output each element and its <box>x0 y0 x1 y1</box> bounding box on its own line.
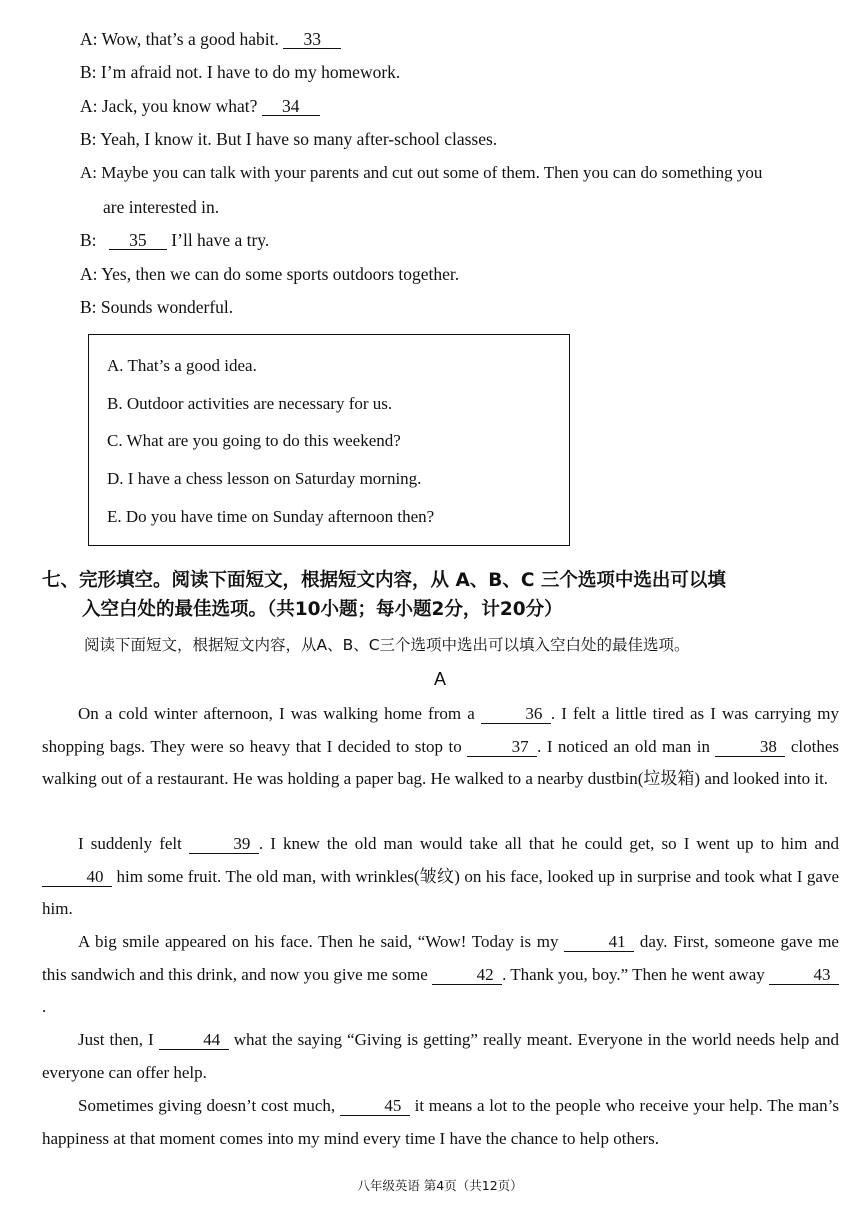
dialogue-text: Yes, then we can do some sports outdoors together. <box>101 264 460 284</box>
answer-blank[interactable]: 35 <box>109 231 167 250</box>
cloze-blank[interactable]: 37 <box>467 738 537 757</box>
dialogue-line <box>80 229 269 251</box>
dialogue-line <box>80 296 233 318</box>
cloze-blank[interactable]: 43 <box>769 966 839 985</box>
options-box <box>88 334 570 546</box>
option-a[interactable]: A. That’s a good idea. <box>107 356 257 375</box>
passage-text: Just then, I <box>78 1030 159 1049</box>
passage-text: it means a lot to the people who receive your help. The man’s happiness at that moment comes into my mind every time I have the chance to help others. <box>42 1096 839 1148</box>
dialogue-line <box>80 128 497 150</box>
page-footer: 八年级英语 第4页（共12页） <box>357 1178 523 1193</box>
passage-text: clothes walking out of a restaurant. He was holding a paper bag. He walked to a nearby dustbin(垃圾箱) and looked into it. <box>42 736 839 788</box>
speaker-label: B: <box>80 129 97 149</box>
passage-paragraph-3 <box>42 926 839 1024</box>
cloze-blank[interactable]: 38 <box>715 738 785 757</box>
dialogue-line <box>80 95 320 117</box>
passage-paragraph-2 <box>42 828 839 926</box>
passage-text: . I felt a little tired as I was carrying my shopping bags. They were so heavy that I decided to stop to <box>42 704 840 756</box>
dialogue-line <box>80 28 341 50</box>
passage-text: . I noticed an old man in <box>537 736 716 756</box>
answer-blank[interactable]: 33 <box>283 30 341 49</box>
dialogue-text: Jack, you know what? <box>101 96 258 116</box>
section-title-line1: 七、完形填空。阅读下面短文，根据短文内容，从 A、B、C 三个选项中选出可以填 <box>42 570 726 591</box>
cloze-blank[interactable]: 40 <box>42 868 112 887</box>
dialogue-text: Yeah, I know it. But I have so many after-school classes. <box>100 129 498 149</box>
speaker-label: B: <box>80 297 97 317</box>
cloze-blank[interactable]: 44 <box>159 1031 229 1050</box>
cloze-blank[interactable]: 42 <box>432 966 502 985</box>
option-c[interactable]: C. What are you going to do this weekend? <box>107 431 401 450</box>
dialogue-text: I’ll have a try. <box>171 230 270 250</box>
speaker-label: A: <box>80 163 97 182</box>
dialogue-line <box>80 61 400 83</box>
passage-text: Sometimes giving doesn’t cost much, <box>78 1096 340 1115</box>
answer-blank[interactable]: 34 <box>262 97 320 116</box>
passage-text: I suddenly felt <box>78 834 189 853</box>
speaker-label: A: <box>80 96 98 116</box>
section-title-line2: 入空白处的最佳选项。（共10小题；每小题2分，计20分） <box>82 599 563 620</box>
passage-text: On a cold winter afternoon, I was walking home from a <box>78 704 481 723</box>
option-b[interactable]: B. Outdoor activities are necessary for us. <box>107 394 393 413</box>
passage-text: . <box>42 997 47 1016</box>
dialogue-text: are interested in. <box>103 197 220 217</box>
option-d[interactable]: D. I have a chess lesson on Saturday morning. <box>107 469 422 488</box>
passage-text: . I knew the old man would take all that he could get, so I went up to him and <box>258 834 839 853</box>
passage-text: what the saying “Giving is getting” really meant. Everyone in the world needs help and everyone can offer help. <box>42 1030 839 1082</box>
passage-text: A big smile appeared on his face. Then he said, “Wow! Today is my <box>78 932 565 951</box>
passage-paragraph-4 <box>42 1024 839 1089</box>
dialogue-text: Wow, that’s a good habit. <box>101 29 279 49</box>
speaker-label: A: <box>80 264 98 284</box>
passage-text: . Thank you, boy.” Then he went away <box>502 964 769 984</box>
speaker-label: B: <box>80 62 97 82</box>
dialogue-text: Maybe you can talk with your parents and cut out some of them. Then you can do something you <box>101 163 763 182</box>
passage-text: day. First, someone gave me this sandwich and this drink, and now you give me some <box>42 932 839 984</box>
dialogue-text: Sounds wonderful. <box>100 297 234 317</box>
section-instruction: 阅读下面短文，根据短文内容，从A、B、C三个选项中选出可以填入空白处的最佳选项。 <box>84 636 690 654</box>
dialogue-line <box>80 263 459 285</box>
dialogue-text: I’m afraid not. I have to do my homework. <box>100 62 401 82</box>
cloze-blank[interactable]: 39 <box>189 835 259 854</box>
passage-label: A <box>433 669 446 689</box>
speaker-label: B: <box>80 230 97 250</box>
passage-text: him some fruit. The old man, with wrinkles(皱纹) on his face, looked up in surprise and took what I gave him. <box>42 866 839 918</box>
cloze-blank[interactable]: 41 <box>564 933 634 952</box>
dialogue-line <box>80 162 762 184</box>
option-e[interactable]: E. Do you have time on Sunday afternoon then? <box>107 507 435 526</box>
cloze-blank[interactable]: 36 <box>481 705 551 724</box>
dialogue-line <box>103 196 219 218</box>
speaker-label: A: <box>80 29 98 49</box>
cloze-blank[interactable]: 45 <box>340 1097 410 1116</box>
passage-paragraph-1 <box>42 698 839 796</box>
passage-paragraph-5 <box>42 1090 839 1155</box>
